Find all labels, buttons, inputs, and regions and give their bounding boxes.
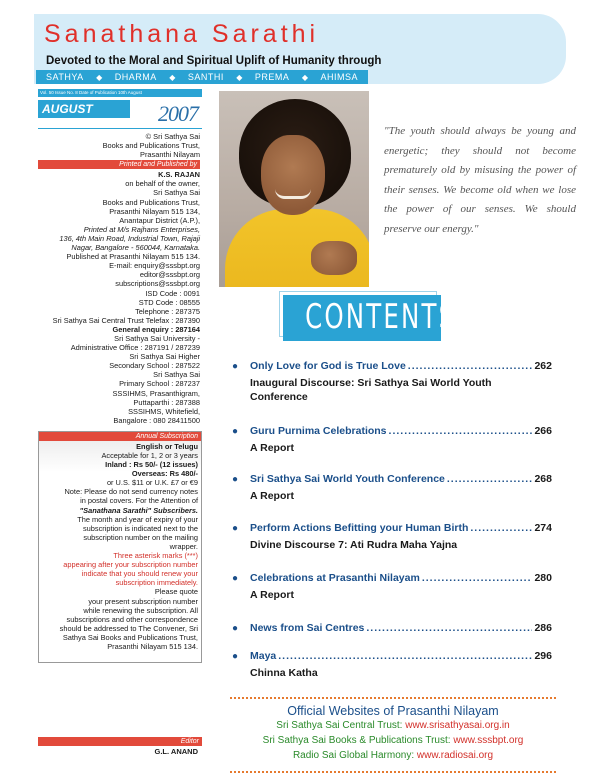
contact-line: Bangalore : 080 28411500: [113, 415, 200, 425]
website-line: [230, 748, 556, 763]
subscription-line: while renewing the subscription. All: [83, 605, 198, 615]
toc-page: 296: [534, 650, 552, 662]
email-editor[interactable]: editor@sssbpt.org: [139, 270, 200, 280]
contact-line: Sri Sathya Sai University -: [114, 333, 200, 343]
toc-title: Sri Sathya Sai World Youth Conference: [250, 473, 445, 485]
diamond-icon: ◆: [236, 72, 243, 82]
subscription-line: subscription is indicated next to the: [82, 523, 198, 533]
toc-subtitle: Inaugural Discourse: Sri Sathya Sai World Youth Conference: [250, 377, 492, 403]
publisher-detail: Published at Prasanthi Nilayam 515 134.: [66, 252, 200, 262]
bullet-icon: ●: [232, 426, 239, 437]
diamond-icon: ◆: [96, 72, 103, 82]
website-link[interactable]: www.srisathyasai.org.in: [405, 720, 510, 731]
subscription-language: English or Telugu: [136, 441, 198, 451]
bullet-icon: ●: [232, 361, 239, 372]
subscription-text: [41, 442, 198, 651]
contact-line: SSSIHMS, Whitefield,: [128, 406, 200, 416]
subscription-box: [38, 431, 202, 663]
dot-leader: [389, 425, 533, 437]
subscription-line: should be addressed to The Convener, Sri: [59, 623, 198, 633]
publisher-detail: Sri Sathya Sai: [153, 188, 200, 198]
quote-text: "The youth should always be young and energetic; they should not become prematurely old by misusing the power of their senses. We become old when we lose the power of our senses. We should preserve our energy.": [384, 125, 576, 235]
toc-page: 274: [534, 522, 552, 534]
toc-page: 266: [534, 425, 552, 437]
website-label: Sri Sathya Sai Books & Publications Trust:: [262, 735, 454, 746]
bullet-icon: ●: [232, 523, 239, 534]
contents-heading: CONTENTS: [305, 297, 457, 337]
subscription-renew-note: appearing after your subscription number: [63, 560, 198, 570]
pillars-bar: [36, 70, 368, 84]
publisher-detail: on behalf of the owner,: [125, 179, 200, 189]
contact-line: Administrative Office : 287191 / 287239: [70, 343, 200, 353]
pillar-dharma: DHARMA: [114, 72, 157, 82]
publisher-column: [38, 89, 202, 756]
publisher-detail: 136, 4th Main Road, Industrial Town, Rajaji: [59, 233, 200, 243]
subscription-renew-note: Three asterisk marks (***): [113, 551, 198, 561]
publisher-detail: Books and Publications Trust,: [102, 197, 200, 207]
toc-page: 268: [534, 473, 552, 485]
website-line: [230, 718, 556, 733]
subscription-renew-note: subscription immediately.: [115, 578, 198, 588]
publisher-detail: Telephone : 287375: [135, 306, 200, 316]
bullet-icon: ●: [232, 651, 239, 662]
toc-title: Maya: [250, 650, 277, 662]
toc-title: Only Love for God is True Love: [250, 360, 406, 372]
subscription-line: your present subscription number: [88, 596, 198, 606]
subscription-line: or U.S. $11 or U.K. £7 or €9: [106, 478, 198, 488]
subscription-line: Prasanthi Nilayam 515 134.: [107, 641, 198, 651]
editor-band: Editor: [38, 737, 202, 746]
contact-line: Primary School : 287237: [119, 379, 200, 389]
pillar-sathya: SATHYA: [46, 72, 84, 82]
toc-item[interactable]: [232, 622, 552, 634]
toc-item[interactable]: [232, 473, 552, 503]
printed-band: Printed and Published by: [38, 160, 200, 169]
contact-line: Sri Sathya Sai: [153, 370, 200, 380]
subscription-line: Sathya Sai Books and Publications Trust,: [62, 632, 198, 642]
subscription-inland: Inland : Rs 50/- (12 issues): [105, 460, 198, 470]
toc-item[interactable]: [232, 522, 552, 552]
toc-subtitle: A Report: [250, 490, 294, 502]
bullet-icon: ●: [232, 623, 239, 634]
diamond-icon: ◆: [169, 72, 176, 82]
pillar-ahimsa: AHIMSA: [320, 72, 358, 82]
publisher-detail: Prasanthi Nilayam 515 134,: [109, 206, 200, 216]
websites-heading: Official Websites of Prasanthi Nilayam: [287, 704, 499, 718]
toc-title: Perform Actions Befitting your Human Birth: [250, 522, 469, 534]
subscription-overseas: Overseas: Rs 480/-: [131, 469, 198, 479]
dot-leader: [447, 473, 533, 485]
face-shape: [261, 135, 325, 215]
publisher-info: [38, 132, 202, 425]
toc-subtitle: Chinna Katha: [250, 667, 318, 679]
subscription-line: subscriptions and other correspondence: [66, 614, 198, 624]
subscription-line: Note: Please do not send currency notes: [64, 487, 198, 497]
subscription-line: The month and year of expiry of your: [77, 514, 198, 524]
issue-month: AUGUST: [38, 100, 130, 118]
websites-box: [230, 697, 556, 773]
subscription-line: Please quote: [154, 587, 198, 597]
website-line: [230, 733, 556, 748]
diamond-icon: ◆: [301, 72, 309, 82]
subscription-line: in postal covers. For the Attention of: [80, 496, 198, 506]
subscription-renew-note: indicate that you should renew your: [81, 569, 198, 579]
toc-item[interactable]: [232, 572, 552, 602]
dot-leader: [470, 522, 532, 534]
magazine-subtitle: Devoted to the Moral and Spiritual Uplift of Humanity through: [46, 55, 382, 67]
copyright-line: © Sri Sathya Sai: [145, 132, 200, 141]
volume-line: Vol. 50 Issue No. 8 Date of Publication 10th August: [38, 89, 202, 97]
pillar-prema: PREMA: [254, 72, 290, 82]
toc-subtitle: Divine Discourse 7: Ati Rudra Maha Yajna: [250, 539, 458, 551]
smile-shape: [275, 189, 311, 199]
website-link[interactable]: www.sssbpt.org: [453, 735, 524, 746]
publisher-name: K.S. RAJAN: [158, 170, 200, 180]
publisher-detail: Sri Sathya Sai Central Trust Telefax : 287390: [52, 315, 200, 325]
dot-leader: [278, 650, 532, 662]
toc-subtitle: A Report: [250, 589, 294, 601]
subscription-line: Acceptable for 1, 2 or 3 years: [101, 451, 198, 460]
email-subscriptions[interactable]: subscriptions@sssbpt.org: [115, 279, 200, 289]
editor-name: G.L. ANAND: [154, 747, 198, 756]
contact-line: Secondary School : 287522: [109, 361, 200, 371]
toc-page: 286: [534, 622, 552, 634]
website-label: Sri Sathya Sai Central Trust:: [276, 720, 406, 731]
swami-photo: [219, 91, 369, 287]
dot-leader: [422, 572, 533, 584]
subscription-heading: Annual Subscription: [39, 432, 201, 441]
website-label: Radio Sai Global Harmony:: [292, 750, 417, 761]
issue-date: [38, 97, 202, 129]
toc-subtitle: A Report: [250, 442, 294, 454]
publisher-detail: Printed at M/s Rajhans Enterprises,: [83, 224, 200, 234]
subscription-line: subscription number on the mailing: [83, 532, 198, 542]
toc-title: Guru Purnima Celebrations: [250, 425, 387, 437]
toc-item[interactable]: [232, 650, 552, 680]
toc-item[interactable]: [232, 360, 552, 404]
issue-year: 2007: [158, 101, 198, 126]
email-enquiry[interactable]: E-mail: enquiry@sssbpt.org: [109, 261, 200, 271]
toc-title: News from Sai Centres: [250, 622, 365, 634]
dot-leader: [408, 360, 533, 372]
copyright-line: Books and Publications Trust,: [102, 141, 200, 151]
website-link[interactable]: www.radiosai.org: [416, 750, 494, 761]
bullet-icon: ●: [232, 474, 239, 485]
toc-item[interactable]: [232, 425, 552, 455]
general-enquiry: General enquiry : 287164: [112, 324, 200, 334]
publisher-detail: ISD Code : 0091: [145, 288, 200, 298]
hand-shape: [311, 241, 357, 275]
magazine-title: Sanathana Sarathi: [44, 20, 320, 48]
contact-line: Sri Sathya Sai Higher: [129, 352, 200, 362]
toc-page: 280: [534, 572, 552, 584]
pillar-santhi: SANTHI: [187, 72, 224, 82]
contact-line: Puttaparthi : 287388: [133, 397, 200, 407]
dot-leader: [366, 622, 532, 634]
subscription-line: "Sanathana Sarathi" Subscribers.: [79, 505, 198, 515]
subscription-line: wrapper.: [169, 541, 198, 551]
publisher-detail: Nagar, Bangalore - 560044, Karnataka.: [71, 243, 200, 253]
copyright-line: Prasanthi Nilayam: [140, 150, 200, 160]
contact-line: SSSIHMS, Prasanthigram,: [112, 388, 200, 398]
publisher-detail: Anantapur District (A.P.),: [119, 215, 200, 225]
toc-page: 262: [534, 360, 552, 372]
bullet-icon: ●: [232, 573, 239, 584]
publisher-detail: STD Code : 08555: [138, 297, 200, 307]
toc-title: Celebrations at Prasanthi Nilayam: [250, 572, 420, 584]
